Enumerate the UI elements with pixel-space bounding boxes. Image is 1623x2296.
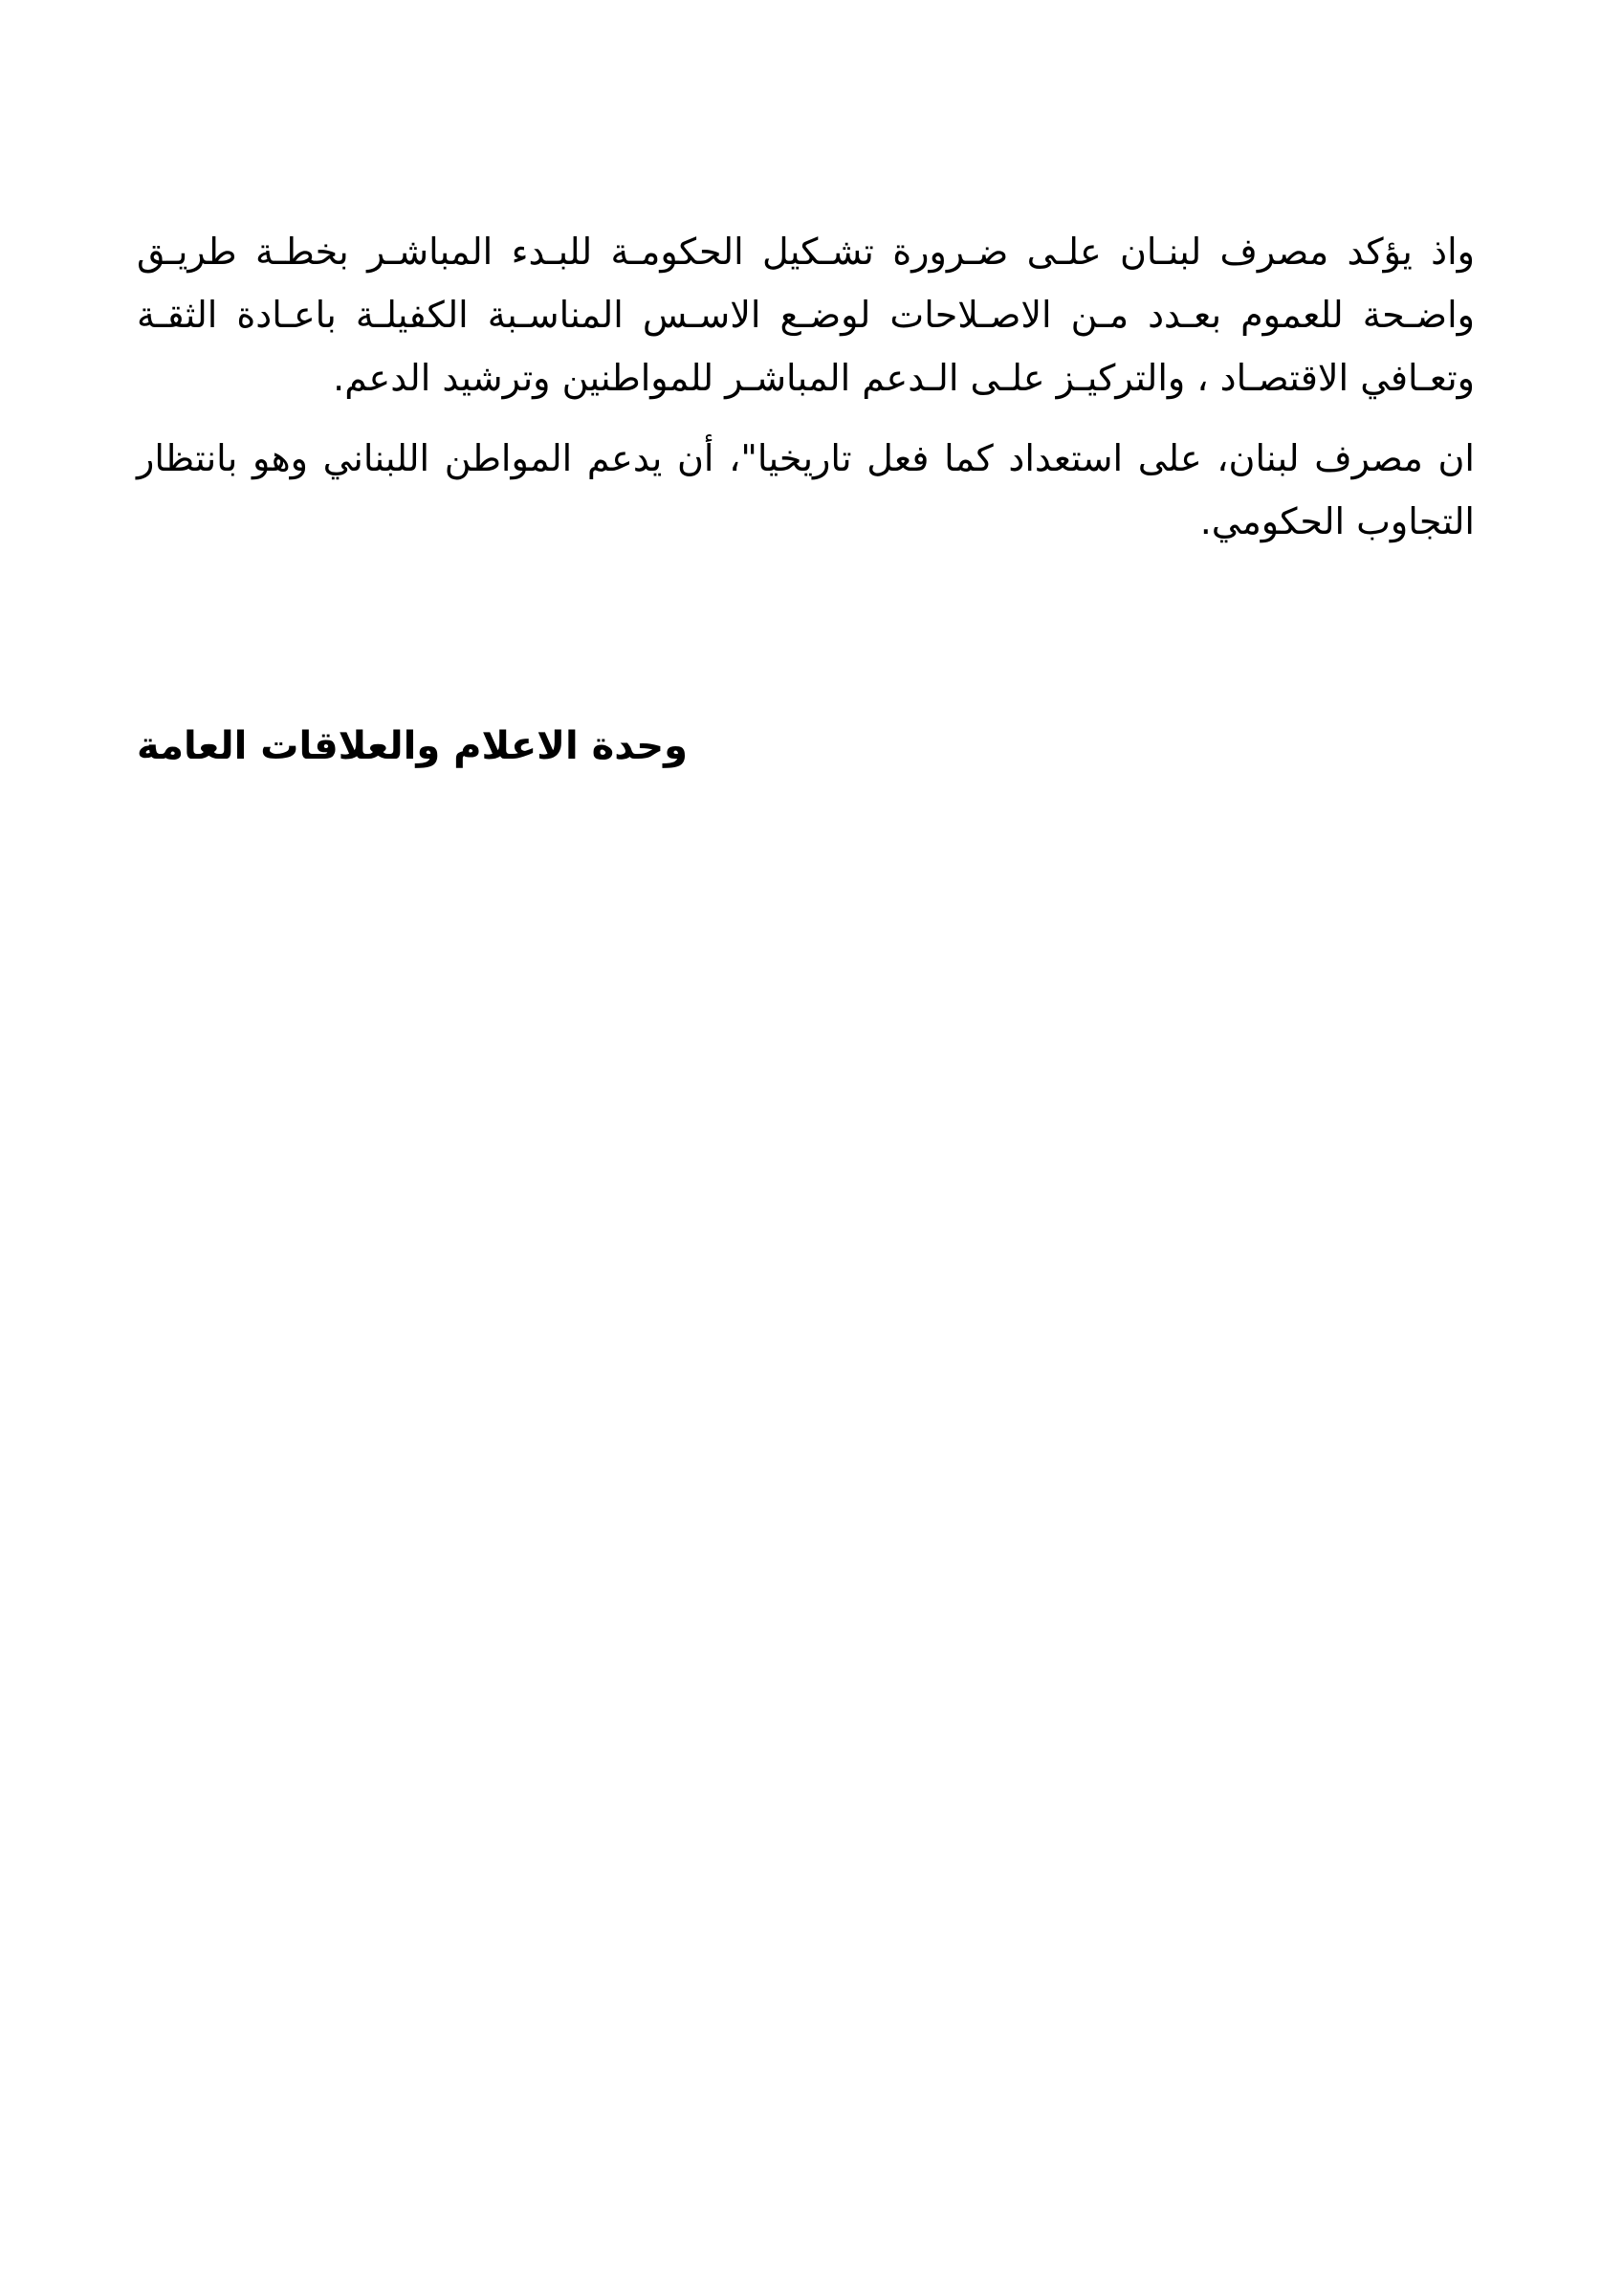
document-content: [137, 0, 1475, 2296]
paragraph-reforms: واذ يؤكد مصرف لبنـان علـى ضـرورة تشـكيل الحكومـة للبـدء المباشـر بخطـة طريـق واضـحة للعموم بعـدد مـن الاصـلاحات لوضـع الاسـس المناسـبة الكفيلـة باعـادة الثقـة وتعـافي الاقتصـاد ، والتركيـز علـى الـدعم المباشـر للمواطنين وترشيد الدعم.: [137, 231, 1475, 399]
paragraph-readiness: ان مصرف لبنان، على استعداد كما فعل تاريخيا"، أن يدعم المواطن اللبناني وهو بانتظار التجاوب الحكومي.: [137, 437, 1475, 542]
signature-media-relations-unit: وحدة الاعلام والعلاقات العامة: [137, 724, 688, 768]
